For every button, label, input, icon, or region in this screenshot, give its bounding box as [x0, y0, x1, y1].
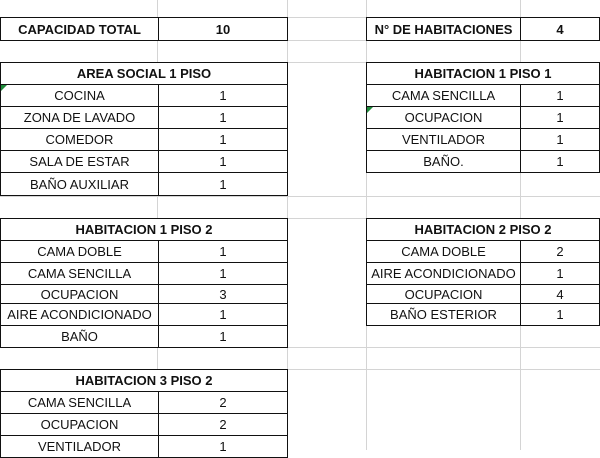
table-row-value[interactable]: 1	[520, 262, 600, 285]
table-title-hab3-piso2[interactable]: HABITACION 3 PISO 2	[0, 369, 288, 392]
gridline	[0, 196, 600, 197]
table-row-value[interactable]: 1	[158, 106, 288, 129]
table-row-label[interactable]: CAMA DOBLE	[366, 240, 521, 263]
table-row-label[interactable]: BAÑO	[0, 325, 159, 348]
table-row-label[interactable]: COCINA	[0, 84, 159, 107]
table-row-value[interactable]: 4	[520, 284, 600, 304]
table-row-value[interactable]: 1	[520, 303, 600, 326]
table-title-hab1-piso1[interactable]: HABITACION 1 PISO 1	[366, 62, 600, 85]
table-row-value[interactable]: 1	[158, 435, 288, 458]
table-row-label[interactable]: BAÑO AUXILIAR	[0, 172, 159, 196]
table-row-value[interactable]: 2	[520, 240, 600, 263]
table-title-hab1-piso2[interactable]: HABITACION 1 PISO 2	[0, 218, 288, 241]
table-row-value[interactable]: 1	[520, 128, 600, 151]
table-row-label[interactable]: OCUPACION	[366, 106, 521, 129]
table-row-label[interactable]: OCUPACION	[0, 413, 159, 436]
table-row-value[interactable]: 1	[158, 172, 288, 196]
table-row-value[interactable]: 1	[158, 325, 288, 348]
table-row-label[interactable]: BAÑO.	[366, 150, 521, 173]
table-row-label[interactable]: OCUPACION	[0, 284, 159, 304]
table-row-label[interactable]: COMEDOR	[0, 128, 159, 151]
table-row-value[interactable]: 1	[158, 84, 288, 107]
table-row-label[interactable]: SALA DE ESTAR	[0, 150, 159, 173]
table-row-value[interactable]: 1	[158, 128, 288, 151]
table-row-label[interactable]: OCUPACION	[366, 284, 521, 304]
table-row-label[interactable]: CAMA DOBLE	[0, 240, 159, 263]
table-row-value[interactable]: 1	[158, 150, 288, 173]
table-row-value[interactable]: 3	[158, 284, 288, 304]
table-row-value[interactable]: 1	[158, 240, 288, 263]
table-row-label[interactable]: VENTILADOR	[366, 128, 521, 151]
table-row-value[interactable]: 1	[520, 84, 600, 107]
table-row-value[interactable]: 2	[158, 391, 288, 414]
table-row-label[interactable]: AIRE ACONDICIONADO	[366, 262, 521, 285]
table-row-value[interactable]: 1	[158, 303, 288, 326]
table-title-hab2-piso2[interactable]: HABITACION 2 PISO 2	[366, 218, 600, 241]
table-row-value[interactable]: 1	[520, 150, 600, 173]
table-row-label[interactable]: ZONA DE LAVADO	[0, 106, 159, 129]
table-row-label[interactable]: CAMA SENCILLA	[0, 391, 159, 414]
green-triangle-indicator	[1, 85, 7, 91]
table-row-label[interactable]: AIRE ACONDICIONADO	[0, 303, 159, 326]
table-row-label[interactable]: VENTILADOR	[0, 435, 159, 458]
table-row-label[interactable]: CAMA SENCILLA	[0, 262, 159, 285]
table-row-value[interactable]: 1	[520, 106, 600, 129]
capacity-value-cell[interactable]: 10	[158, 17, 288, 41]
rooms-label-cell[interactable]: N° DE HABITACIONES	[366, 17, 521, 41]
table-row-label[interactable]: BAÑO ESTERIOR	[366, 303, 521, 326]
rooms-value-cell[interactable]: 4	[520, 17, 600, 41]
table-title-area-social[interactable]: AREA SOCIAL 1 PISO	[0, 62, 288, 85]
green-triangle-indicator	[367, 107, 373, 113]
capacity-label-cell[interactable]: CAPACIDAD TOTAL	[0, 17, 159, 41]
table-row-label[interactable]: CAMA SENCILLA	[366, 84, 521, 107]
table-row-value[interactable]: 2	[158, 413, 288, 436]
table-row-value[interactable]: 1	[158, 262, 288, 285]
